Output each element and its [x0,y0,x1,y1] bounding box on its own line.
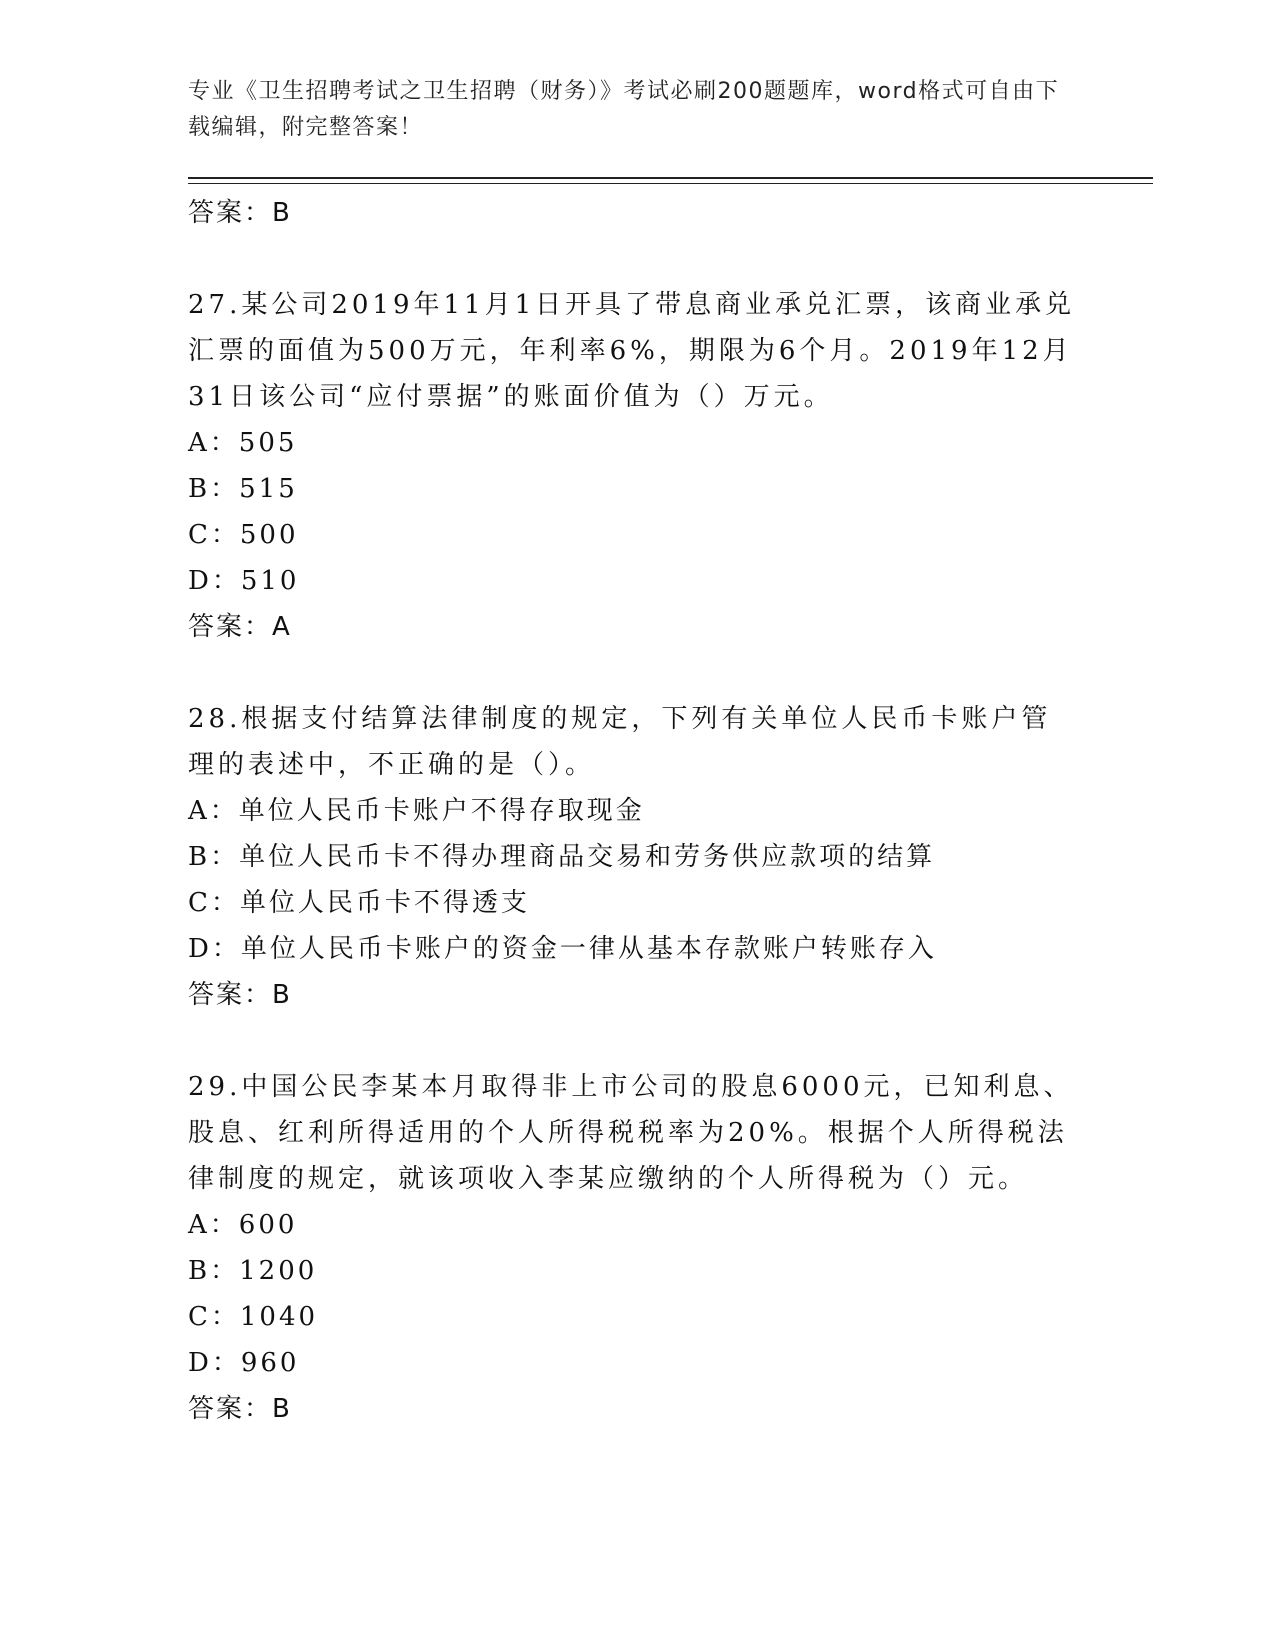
option-b: B：1200 [188,1256,318,1286]
question-answer: 答案：B [188,1394,292,1424]
option-c: C：500 [188,520,299,550]
question-27 [188,282,1088,650]
option-b: B：515 [188,474,298,504]
question-stem: 27.某公司2019年11月1日开具了带息商业承兑汇票，该商业承兑汇票的面值为500万元，年利率6%，期限为6个月。2019年12月31日该公司“应付票据”的账面价值为（）万元。 [188,290,1076,412]
header-rule-thick [188,177,1153,179]
option-a: A：505 [188,428,298,458]
question-answer: 答案：B [188,980,292,1010]
option-a: A：600 [188,1210,298,1240]
question-29 [188,1064,1088,1432]
header-rule-thin [188,183,1153,184]
spacer [188,650,1088,696]
question-list [188,190,1088,1432]
question-stem: 29.中国公民李某本月取得非上市公司的股息6000元，已知利息、股息、红利所得适用的个人所得税税率为20%。根据个人所得税法律制度的规定，就该项收入李某应缴纳的个人所得税为（）元。 [188,1072,1074,1194]
question-28 [188,696,1088,1018]
option-c: C：单位人民币卡不得透支 [188,888,530,918]
option-a: A：单位人民币卡账户不得存取现金 [188,796,645,826]
option-d: D：960 [188,1348,300,1378]
option-d: D：510 [188,566,300,596]
option-d: D：单位人民币卡账户的资金一律从基本存款账户转账存入 [188,934,937,964]
option-b: B：单位人民币卡不得办理商品交易和劳务供应款项的结算 [188,842,936,872]
spacer [188,236,1088,282]
page-header: 专业《卫生招聘考试之卫生招聘（财务）》考试必刷200题题库，word格式可自由下载编辑，附完整答案！ [188,79,1060,140]
previous-answer: 答案：B [188,198,292,228]
spacer [188,1018,1088,1064]
question-stem: 28.根据支付结算法律制度的规定，下列有关单位人民币卡账户管理的表述中，不正确的是（）。 [188,704,1052,780]
option-c: C：1040 [188,1302,319,1332]
question-answer: 答案：A [188,612,292,642]
